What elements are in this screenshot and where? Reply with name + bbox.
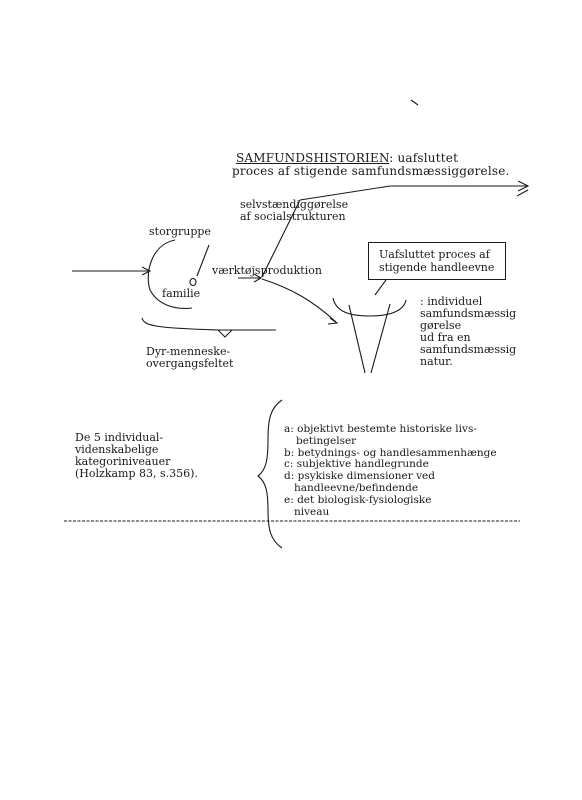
lower-bracket-tick bbox=[218, 330, 232, 337]
individuel-line-4: ud fra en bbox=[420, 331, 471, 344]
individuel-line-1: : individuel bbox=[420, 295, 483, 308]
individuel-line-5: samfundsmæssig bbox=[420, 343, 517, 356]
label-dyr-2: overgangsfeltet bbox=[146, 357, 234, 370]
handleevne-box bbox=[368, 242, 506, 280]
descending-line bbox=[262, 279, 336, 322]
individuel-block bbox=[420, 296, 516, 368]
label-familie: familie bbox=[162, 287, 201, 300]
level-d-line-2: handleevne/befindende bbox=[294, 481, 419, 494]
level-e-line-2: niveau bbox=[294, 505, 330, 518]
footnote-block bbox=[75, 432, 198, 480]
funnel-top bbox=[333, 298, 406, 316]
title-line2: proces af stigende samfundsmæssiggørelse. bbox=[232, 164, 510, 178]
title-heading: SAMFUNDSHISTORIEN bbox=[236, 151, 390, 165]
label-storgruppe: storgruppe bbox=[149, 225, 211, 238]
title-suffix: : uafsluttet bbox=[389, 151, 459, 165]
footnote-line-1: De 5 individual- bbox=[75, 431, 164, 444]
box-line-2: stigende handleevne bbox=[379, 261, 495, 274]
footnote-line-4: (Holzkamp 83, s.356). bbox=[75, 467, 198, 480]
individuel-line-6: natur. bbox=[420, 355, 453, 368]
funnel-right bbox=[371, 304, 390, 373]
levels-list bbox=[284, 424, 497, 518]
levels-brace bbox=[258, 400, 282, 548]
label-selvstaendig-1: selvstændiggørelse bbox=[240, 198, 349, 211]
familie-circle bbox=[190, 279, 196, 286]
box-pointer bbox=[375, 280, 386, 295]
level-a-line-2: betingelser bbox=[296, 434, 357, 447]
footnote-line-2: videnskabelige bbox=[75, 443, 159, 456]
individuel-line-2: samfundsmæssig bbox=[420, 307, 517, 320]
level-e-line-1: e: det biologisk-fysiologiske bbox=[284, 493, 432, 506]
speck-mark bbox=[411, 100, 418, 105]
individuel-line-3: gørelse bbox=[420, 319, 462, 332]
diagram-title bbox=[236, 152, 458, 164]
label-vaerktoj: værktøjsproduktion bbox=[212, 264, 322, 277]
storgruppe-connector bbox=[197, 245, 209, 276]
lower-bracket bbox=[142, 318, 276, 330]
level-a-line-1: a: objektivt bestemte historiske livs- bbox=[284, 423, 477, 435]
level-d-line-1: d: psykiske dimensioner ved bbox=[284, 470, 435, 483]
level-c: c: subjektive handlegrunde bbox=[284, 458, 429, 471]
footnote-line-3: kategoriniveauer bbox=[75, 455, 171, 468]
box-line-1: Uafsluttet proces af bbox=[379, 248, 490, 261]
label-dyr-1: Dyr-menneske- bbox=[146, 345, 231, 358]
label-selvstaendig-2: af socialstrukturen bbox=[240, 210, 346, 223]
level-b: b: betydnings- og handlesammenhænge bbox=[284, 446, 497, 459]
